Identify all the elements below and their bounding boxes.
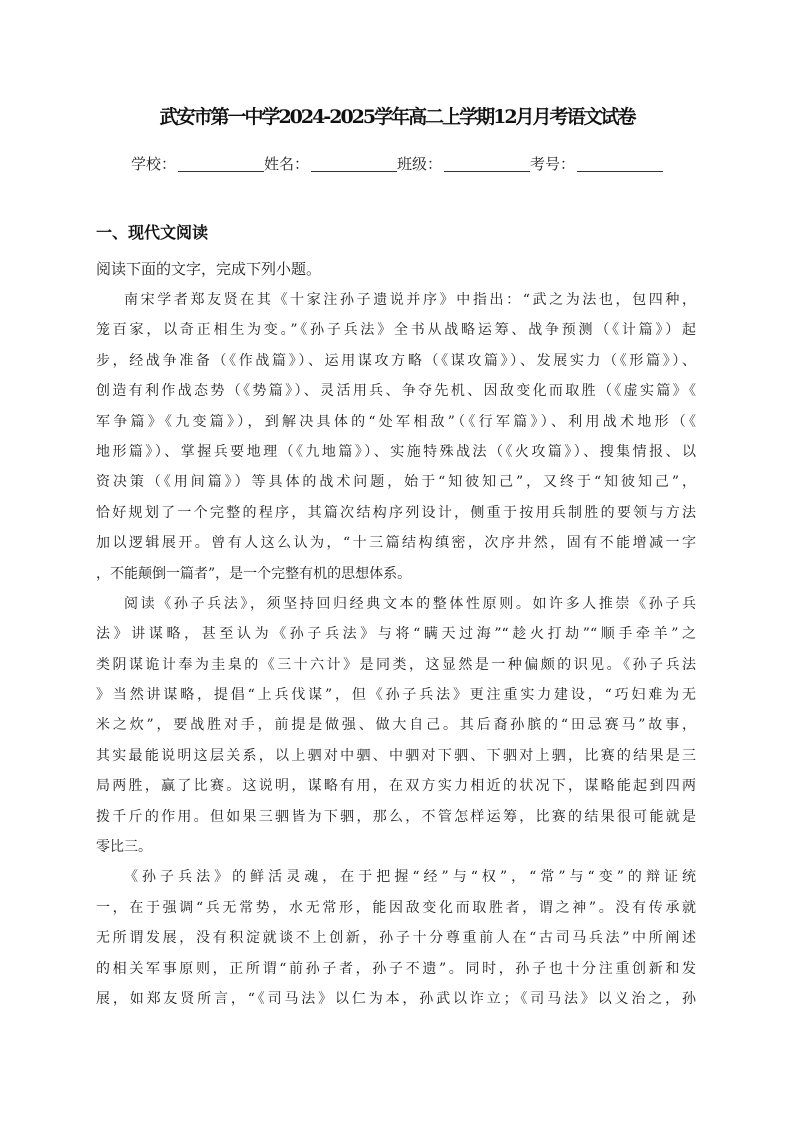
school-label: 学校：	[130, 155, 176, 173]
passage-line: 恰好规划了一个完整的程序，其篇次结构序列设计，侧重于按用兵制胜的要领与方法	[96, 504, 696, 521]
name-field	[264, 153, 397, 174]
passage-line: 军争篇》《九变篇》），到解决具体的“处军相敌”（《行军篇》）、利用战术地形（《	[96, 413, 696, 430]
name-label: 姓名：	[263, 155, 309, 173]
school-blank	[178, 156, 264, 172]
student-info-row	[0, 153, 794, 174]
passage-line: 一，在于强调“兵无常势，水无常形，能因敌变化而取胜者，谓之神”。没有传承就	[96, 899, 696, 916]
class-field	[397, 153, 530, 174]
passage-line: 南宋学者郑友贤在其《十家注孙子遗说并序》中指出：“武之为法也，包四种，	[124, 292, 696, 308]
passage-line: 拨千斤的作用。但如果三驷皆为下驷，那么，不管怎样运筹，比赛的结果很可能就是	[96, 808, 696, 825]
section-heading: 一、现代文阅读	[96, 223, 209, 242]
passage-line: 》当然讲谋略，提倡“上兵伐谋”，但《孙子兵法》更注重实力建设，“巧妇难为无	[96, 687, 696, 704]
name-blank	[311, 156, 397, 172]
passage-line: 加以逻辑展开。曾有人这么认为，“十三篇结构缜密，次序井然，固有不能增减一字	[96, 535, 696, 552]
reading-passage	[96, 285, 696, 1014]
reading-instruction: 阅读下面的文字，完成下列小题。	[96, 260, 322, 278]
passage-line: 步，经战争准备（《作战篇》）、运用谋攻方略（《谋攻篇》）、发展实力（《形篇》）、	[96, 352, 696, 369]
passage-line: 类阴谋诡计奉为圭臬的《三十六计》是同类，这显然是一种偏颇的识见。《孙子兵法	[96, 656, 696, 673]
passage-line: 其实最能说明这层关系，以上驷对中驷、中驷对下驷、下驷对上驷，比赛的结果是三	[96, 747, 696, 764]
exam-title: 武安市第一中学2024-2025学年高二上学期12月月考语文试卷	[159, 106, 635, 128]
passage-line: 《孙子兵法》的鲜活灵魂，在于把握“经”与“权”，“常”与“变”的辩证统	[124, 869, 696, 886]
passage-line: ，不能颠倒一篇者”，是一个完整有机的思想体系。	[96, 565, 412, 582]
class-blank	[444, 156, 530, 172]
passage-line: 创造有利作战态势（《势篇》）、灵活用兵、争夺先机、因敌变化而取胜（《虚实篇》《	[96, 383, 696, 400]
passage-line: 米之炊”，要战胜对手，前提是做强、做大自己。其后裔孙膑的“田忌赛马”故事，	[96, 717, 696, 734]
passage-line: 的相关军事原则，正所谓“前孙子者，孙子不遗”。同时，孙子也十分注重创新和发	[96, 960, 696, 977]
exam-number-field	[530, 153, 663, 174]
exam-number-blank	[577, 156, 663, 172]
passage-line: 资决策（《用间篇》）等具体的战术问题，始于“知彼知己”，又终于“知彼知己”，	[96, 474, 696, 491]
passage-line: 地形篇》）、掌握兵要地理（《九地篇》）、实施特殊战法（《火攻篇》）、搜集情报、以	[96, 443, 696, 460]
passage-line: 无所谓发展，没有积淀就谈不上创新，孙子十分尊重前人在“古司马兵法”中所阐述	[96, 930, 696, 947]
exam-number-label: 考号：	[530, 155, 576, 173]
passage-line: 零比三。	[96, 839, 152, 856]
passage-line: 展，如郑友贤所言，“《司马法》以仁为本，孙武以诈立；《司马法》以义治之，孙	[96, 990, 696, 1007]
passage-line: 法》讲谋略，甚至认为《孙子兵法》与将“瞒天过海”“趁火打劫”“顺手牵羊”之	[96, 626, 696, 643]
passage-line: 笼百家，以奇正相生为变。”《孙子兵法》全书从战略运筹、战争预测（《计篇》）起	[96, 322, 696, 339]
school-field	[131, 153, 264, 174]
passage-line: 阅读《孙子兵法》，须坚持回归经典文本的整体性原则。如许多人推崇《孙子兵	[124, 595, 696, 612]
passage-line: 局两胜，赢了比赛。这说明，谋略有用，在双方实力相近的状况下，谋略能起到四两	[96, 778, 696, 795]
class-label: 班级：	[397, 155, 443, 173]
